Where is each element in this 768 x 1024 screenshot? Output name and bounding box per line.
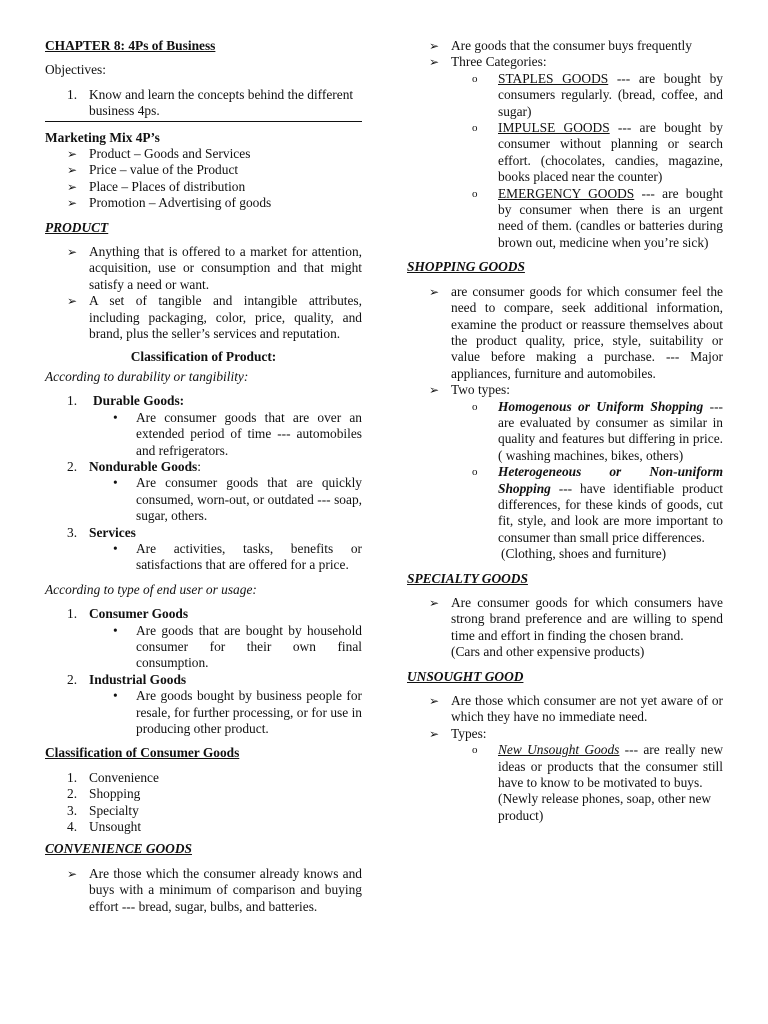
consumer-item: 1. Consumer Goods [67, 606, 189, 622]
classification-heading: Classification of Product: [130, 348, 277, 364]
arrow-icon: ➢ [67, 866, 78, 881]
durable-item: 1. Durable Goods: [67, 393, 185, 409]
circle-bullet-icon: o [472, 72, 478, 85]
heterogeneous-item: o Heterogeneous or Non-uniform Shopping --- have identifiable product differences, for these kinds of goods, cut fit, style, and look are more important to consumer than small price differences. [472, 464, 723, 545]
consumer-text: • Are goods that are bought by household consumer for their own final consumption. [113, 622, 362, 671]
industrial-text: • Are goods bought by business people for resale, for further processing, or for use in producing other product. [113, 688, 362, 737]
convenience-bullet: ➢ Are those which the consumer already knows and buys with a minimum of comparison and buying effort --- bread, sugar, bulbs, and batteries. [67, 865, 362, 914]
specialty-bullet: ➢ Are consumer goods for which consumers have strong brand preference and are willing to spend time and effort in finding the chosen brand. [429, 595, 723, 643]
bullet-icon: • [113, 540, 118, 556]
circle-bullet-icon: o [472, 466, 478, 479]
arrow-icon: ➢ [429, 726, 440, 741]
mix-item: ➢ Promotion – Advertising of goods [67, 195, 272, 211]
convenience-bullet: ➢ Three Categories: [429, 54, 547, 70]
chapter-title: CHAPTER 8: 4Ps of Business [45, 38, 216, 53]
circle-bullet-icon: o [472, 187, 478, 200]
arrow-icon: ➢ [67, 163, 78, 178]
unsought-heading: UNSOUGHT GOOD [407, 668, 524, 684]
arrow-icon: ➢ [429, 694, 440, 709]
circle-bullet-icon: o [472, 744, 478, 757]
product-heading: PRODUCT [45, 219, 109, 235]
mix-item: ➢ Product – Goods and Services [67, 146, 251, 162]
circle-bullet-icon: o [472, 400, 478, 413]
arrow-icon: ➢ [429, 39, 440, 53]
specialty-example: (Cars and other expensive products) [451, 644, 645, 660]
industrial-item: 2. Industrial Goods [67, 671, 187, 687]
new-unsought-item: o New Unsought Goods --- are really new ideas or products that the consumer still have to know to be motivated to buys. [472, 742, 723, 791]
new-unsought-example: (Newly release phones, soap, other new product) [498, 791, 712, 823]
arrow-icon: ➢ [429, 55, 440, 70]
services-text: • Are activities, tasks, benefits or satisfactions that are offered for a price. [113, 540, 362, 573]
bullet-icon: • [113, 688, 118, 704]
mix-item: ➢ Place – Places of distribution [67, 178, 246, 194]
shopping-bullet: ➢ are consumer goods for which consumer feel the need to compare, seek additional information, examine the product or reassure themselves about the product quality, price, style, suitability or value before making a purchase. --- Major appliances, furniture and automobiles. [429, 283, 723, 381]
bullet-icon: • [113, 475, 118, 491]
arrow-icon: ➢ [67, 196, 78, 211]
objectives-label: Objectives: [45, 62, 106, 78]
product-bullet: ➢ Anything that is offered to a market for attention, acquisition, use or consumption and that might satisfy a need or want. [67, 244, 362, 292]
homogenous-item: o Homogenous or Uniform Shopping --- are evaluated by consumer as similar in quality and features but differing in price. ( washing machines, bikes, others) [472, 398, 723, 463]
mix-item: ➢ Price – value of the Product [67, 162, 239, 178]
nondurable-item: 2. Nondurable Goods: [67, 458, 202, 474]
circle-bullet-icon: o [472, 122, 478, 135]
right-column [407, 38, 723, 824]
unsought-bullet: ➢ Are those which consumer are not yet aware of or which they have no immediate need. [429, 693, 723, 725]
list-item: 4. Unsought [67, 819, 142, 835]
types-bullet: ➢ Types: [429, 725, 487, 741]
list-item: 2. Shopping [67, 786, 141, 802]
arrow-icon: ➢ [67, 245, 78, 260]
impulse-item: o IMPULSE GOODS --- are bought by consumer without planning or search effort. (chocolates, candies, magazine, books placed near the counter) [472, 120, 723, 185]
arrow-icon: ➢ [429, 383, 440, 398]
bullet-icon: • [113, 622, 118, 638]
durability-label: According to durability or tangibility: [45, 368, 249, 384]
arrow-icon: ➢ [429, 284, 440, 299]
two-types-bullet: ➢ Two types: [429, 382, 510, 398]
list-item: 3. Specialty [67, 802, 139, 818]
arrow-icon: ➢ [67, 294, 78, 309]
left-column [45, 38, 362, 915]
convenience-bullet: ➢ Are goods that the consumer buys frequently [429, 38, 692, 53]
heterogeneous-example: (Clothing, shoes and furniture) [501, 546, 667, 562]
specialty-heading: SPECIALTY GOODS [407, 570, 528, 586]
shopping-heading: SHOPPING GOODS [407, 259, 525, 275]
objective-item: 1. Know and learn the concepts behind the different business 4ps. [45, 87, 362, 122]
usage-label: According to type of end user or usage: [45, 581, 257, 597]
product-bullet: ➢ A set of tangible and intangible attributes, including packaging, color, price, quality, and brand, plus the seller’s services and reputation. [67, 293, 362, 342]
convenience-heading: CONVENIENCE GOODS [45, 841, 192, 857]
durable-text: • Are consumer goods that are over an extended period of time --- automobiles and refrigerators. [113, 409, 362, 458]
arrow-icon: ➢ [67, 147, 78, 162]
services-item: 3. Services [67, 524, 136, 540]
staples-item: o STAPLES GOODS --- are bought by consumers regularly. (bread, coffee, and sugar) [472, 70, 723, 119]
marketing-mix-heading: Marketing Mix 4P’s [45, 129, 160, 145]
nondurable-text: • Are consumer goods that are quickly consumed, worn-out, or outdated --- soap, sugar, others. [113, 475, 362, 524]
bullet-icon: • [113, 409, 118, 425]
emergency-item: o EMERGENCY GOODS --- are bought by consumer when there is an urgent need of them. (candles or batteries during brown out, medicine when you’re sick) [472, 185, 723, 250]
list-item: 1. Convenience [67, 769, 159, 785]
arrow-icon: ➢ [67, 179, 78, 194]
consumer-classification-heading: Classification of Consumer Goods [45, 745, 240, 761]
arrow-icon: ➢ [429, 596, 440, 610]
